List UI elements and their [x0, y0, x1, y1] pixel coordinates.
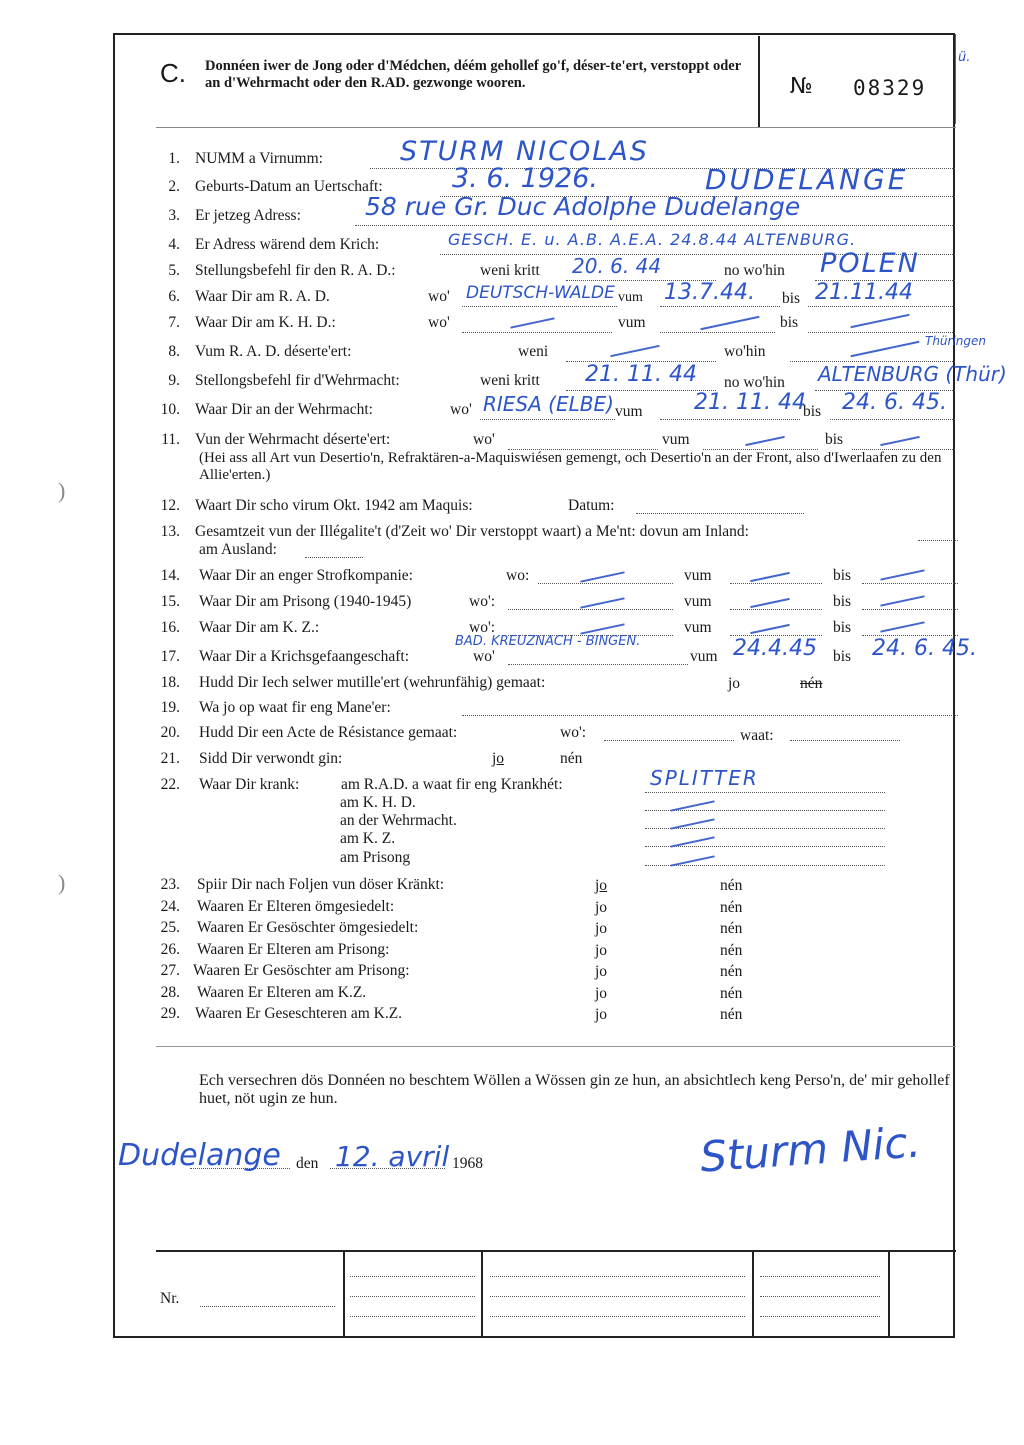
fill-line [808, 332, 955, 333]
fill-line [305, 557, 363, 558]
no-option: nén [720, 985, 743, 1002]
field-label: Waaren Er Elteren ömgesiedelt: [197, 898, 395, 915]
declaration-text: Ech versechren dös Donnéen no beschtem Wöllen a Wössen gin ze hun, an absichtlech keng Perso'n, de' mir gehollef huet, nöt ugin ze hun. [199, 1072, 950, 1107]
field-sublabel: Datum: [568, 497, 615, 514]
fill-line [508, 609, 673, 610]
field-sublabel: bis [780, 314, 799, 331]
field-sublabel: am Prisong [340, 849, 411, 866]
fill-line [645, 828, 885, 829]
field-label: Stellungsbefehl fir den R. A. D.: [195, 262, 396, 279]
fill-line [462, 715, 958, 716]
fill-line [490, 1316, 745, 1317]
fill-line [462, 306, 617, 307]
field-label: Waar Dir an der Wehrmacht: [195, 401, 373, 418]
section-letter: C. [160, 58, 186, 88]
field-sublabel: waat: [740, 727, 774, 744]
binder-hole-mark: ) [58, 478, 66, 503]
field-label: Stellongsbefehl fir d'Wehrmacht: [195, 372, 400, 389]
field-label: Waar Dir krank: [199, 776, 300, 793]
pow-to: 24. 6. 45. [872, 636, 977, 661]
form-number: 08329 [853, 76, 927, 100]
wehrmacht-to: 24. 6. 45. [842, 390, 947, 415]
name-value: STURM NICOLAS [400, 136, 649, 167]
field-sublabel: vum [618, 314, 646, 331]
field-sublabel: vum [618, 290, 643, 305]
field-sublabel: vum [684, 567, 712, 584]
field-sublabel: bis [833, 593, 852, 610]
field-label: Waaren Er Gesöschter am Prisong: [193, 962, 410, 979]
field-label: Waaren Er Elteren am K.Z. [197, 984, 367, 1001]
fill-line [660, 306, 780, 307]
field-label: Waar Dir am Prisong (1940-1945) [199, 593, 412, 610]
field-number: 13. [160, 523, 180, 540]
fill-line [190, 1168, 290, 1169]
no-option: nén [720, 1006, 743, 1023]
field-label: Hudd Dir Iech selwer mutille'ert (wehrunfähig) gemaat: [199, 674, 546, 691]
field-sublabel: am K. Z. [340, 830, 396, 847]
current-address-value: 58 rue Gr. Duc Adolphe Dudelange [365, 192, 801, 221]
field-label: Er jetzeg Adress: [195, 207, 301, 224]
field-number: 22. [160, 776, 180, 793]
field-sublabel: no wo'hin [724, 374, 785, 391]
field-sublabel: bis [833, 619, 852, 636]
rad-location: DEUTSCH-WALDE [466, 283, 615, 303]
no-option: nén [720, 963, 743, 980]
yes-option: jo [595, 920, 608, 937]
fill-line [645, 846, 885, 847]
field-number: 21. [160, 750, 180, 767]
signing-date: 12. avril [335, 1140, 450, 1173]
nr-label: Nr. [160, 1290, 180, 1307]
field-sublabel: wo': [560, 724, 587, 741]
birth-place-value: DUDELANGE [705, 163, 909, 196]
corner-mark: ü. [958, 50, 971, 65]
field-label: Vum R. A. D. déserte'ert: [195, 343, 352, 360]
fill-line [604, 740, 734, 741]
fill-line [490, 1276, 745, 1277]
pen-margin-line [955, 34, 956, 124]
section-title: Donnéen iwer de Jong oder d'Médchen, déém gehollef go'f, déser-te'ert, verstoppt oder an d'Wehrmacht oder den R.AD. gezwonge wooren. [205, 58, 741, 91]
field-sublabel: wo: [506, 567, 530, 584]
fill-line [480, 419, 615, 420]
no-option: nén [560, 750, 583, 767]
field-number: 2. [168, 178, 180, 195]
field-label: Waar Dir a Krichsgefaangeschaft: [199, 648, 410, 665]
yes-option: jo [728, 675, 741, 692]
field-number: 6. [168, 288, 180, 305]
field-sublabel: weni kritt [480, 372, 540, 389]
field-label: Waar Dir am R. A. D. [195, 288, 330, 305]
yes-option: jo [595, 963, 608, 980]
field-sublabel: am Ausland: [199, 541, 277, 558]
no-option: nén [720, 920, 743, 937]
field-number: 7. [168, 314, 180, 331]
field-sublabel: vum [615, 403, 643, 420]
field-label: Gesamtzeit vun der Illégalite't (d'Zeit wo' Dir verstoppt waart) a Me'nt: dovun am Inland: [195, 523, 749, 540]
fill-line [790, 740, 900, 741]
fill-line [660, 332, 775, 333]
table-divider [343, 1252, 345, 1338]
rad-from: 13.7.44. [664, 280, 755, 305]
field-number: 16. [160, 619, 180, 636]
signature [698, 1117, 923, 1182]
field-label: Hudd Dir een Acte de Résistance gemaat: [199, 724, 458, 741]
table-divider [752, 1252, 754, 1338]
field-sublabel: no wo'hin [724, 262, 785, 279]
field-label: Vun der Wehrmacht déserte'ert: [195, 431, 391, 448]
rad-order-date: 20. 6. 44 [572, 254, 662, 278]
fill-line [462, 332, 612, 333]
field-number: 25. [160, 919, 180, 936]
rad-destination: POLEN [820, 248, 920, 279]
pow-location: BAD. KREUZNACH - BINGEN. [455, 634, 641, 649]
fill-line [508, 664, 688, 665]
field-label: Waaren Er Geseschteren am K.Z. [195, 1005, 403, 1022]
field-number: 24. [160, 898, 180, 915]
fill-line [490, 1296, 745, 1297]
field-label: Spiir Dir nach Foljen vun döser Kränkt: [197, 876, 445, 893]
field-number: 1. [168, 150, 180, 167]
field-sublabel: bis [782, 290, 801, 307]
field-sublabel: am R.A.D. a waat fir eng Krankhét: [341, 776, 563, 793]
fill-line [645, 865, 885, 866]
illness-value: SPLITTER [650, 766, 759, 790]
field-label: Waar Dir an enger Strofkompanie: [199, 567, 413, 584]
field-number: 26. [160, 941, 180, 958]
field-number: 9. [168, 372, 180, 389]
fill-line [636, 513, 804, 514]
binder-hole-mark: ) [58, 870, 66, 895]
fill-line [760, 1316, 880, 1317]
fill-line [830, 419, 955, 420]
field-number: 14. [160, 567, 180, 584]
field-label: Sidd Dir verwondt gin: [199, 750, 343, 767]
fill-line [355, 225, 955, 226]
no-option: nén [800, 675, 823, 692]
fill-line [918, 540, 958, 541]
field-number: 20. [160, 724, 180, 741]
no-option: nén [720, 942, 743, 959]
wehrmacht-destination: ALTENBURG (Thür) [818, 362, 1007, 386]
field-label: Waaren Er Gesöschter ömgesiedelt: [197, 919, 419, 936]
field-label: NUMM a Virnumm: [195, 150, 323, 167]
field-label: Geburts-Datum an Uertschaft: [195, 178, 383, 195]
field-number: 18. [160, 674, 180, 691]
table-top-rule [156, 1250, 956, 1252]
fill-line [862, 609, 958, 610]
fill-line [645, 810, 885, 811]
war-address-value: GESCH. E. u. A.B. A.E.A. 24.8.44 ALTENBURG. [448, 230, 857, 249]
field-sublabel: weni [518, 343, 549, 360]
field-sublabel: vum [662, 431, 690, 448]
signing-year: 1968 [452, 1155, 483, 1172]
rad-desertion-destination: Thüringen [925, 334, 987, 348]
field-label: Wa jo op waat fir eng Mane'er: [199, 699, 391, 716]
pow-from: 24.4.45 [733, 636, 817, 661]
fill-line [538, 583, 673, 584]
table-divider [888, 1252, 890, 1338]
fill-line [808, 306, 955, 307]
field-sublabel: wo' [473, 431, 495, 448]
field-label: Waar Dir am K. Z.: [199, 619, 320, 636]
field-number: 8. [168, 343, 180, 360]
fill-line [350, 1276, 475, 1277]
number-label: № [790, 74, 813, 99]
field-sublabel: an der Wehrmacht. [340, 812, 457, 829]
fill-line [730, 583, 822, 584]
fill-line [645, 792, 885, 793]
field-sublabel: wo' [450, 401, 472, 418]
field-sublabel: bis [803, 403, 822, 420]
signature-text: Sturm Nic. [698, 1117, 923, 1182]
table-divider [481, 1252, 483, 1338]
yes-option: jo [595, 877, 608, 894]
field-number: 3. [168, 207, 180, 224]
desertion-note: (Hei ass all Art vun Desertio'n, Refraktären-a-Maquiswiésen gemengt, och Desertio'n an der Front, also d'Iwerlaafen zu den Allie'erten.) [199, 450, 942, 483]
field-label: Waart Dir scho virum Okt. 1942 am Maquis: [195, 497, 473, 514]
section-rule [156, 1046, 956, 1047]
field-number: 17. [160, 648, 180, 665]
field-number: 12. [160, 497, 180, 514]
yes-option: jo [595, 985, 608, 1002]
field-number: 15. [160, 593, 180, 610]
field-number: 4. [168, 236, 180, 253]
signing-place: Dudelange [118, 1138, 281, 1173]
field-number: 27. [160, 962, 180, 979]
fill-line [330, 1168, 445, 1169]
field-number: 19. [160, 699, 180, 716]
wehrmacht-location: RIESA (ELBE) [483, 392, 614, 416]
field-label: Waaren Er Elteren am Prisong: [197, 941, 390, 958]
field-number: 28. [160, 984, 180, 1001]
field-sublabel: wo': [469, 619, 496, 636]
wehrmacht-from: 21. 11. 44 [694, 390, 806, 415]
field-sublabel: weni kritt [480, 262, 540, 279]
rad-to: 21.11.44 [815, 280, 913, 305]
field-sublabel: bis [833, 567, 852, 584]
field-sublabel: vum [690, 648, 718, 665]
yes-option: jo [595, 942, 608, 959]
header-divider [758, 36, 760, 128]
field-sublabel: wo'hin [724, 343, 766, 360]
fill-line [350, 1316, 475, 1317]
wehrmacht-order-date: 21. 11. 44 [585, 362, 697, 387]
fill-line [862, 583, 958, 584]
field-sublabel: vum [684, 593, 712, 610]
fill-line [350, 1296, 475, 1297]
field-sublabel: bis [833, 648, 852, 665]
field-label: Er Adress wärend dem Krich: [195, 236, 380, 253]
birth-date-value: 3. 6. 1926. [452, 163, 598, 194]
fill-line [760, 1296, 880, 1297]
fill-line [200, 1306, 335, 1307]
yes-option: jo [595, 899, 608, 916]
fill-line [730, 609, 822, 610]
field-number: 10. [160, 401, 180, 418]
header-rule [156, 127, 956, 128]
field-sublabel: vum [684, 619, 712, 636]
field-number: 23. [160, 876, 180, 893]
yes-option: jo [492, 750, 505, 767]
field-sublabel: wo' [473, 648, 495, 665]
fill-line [760, 1276, 880, 1277]
field-sublabel: bis [825, 431, 844, 448]
yes-option: jo [595, 1006, 608, 1023]
den-label: den [296, 1155, 319, 1172]
field-sublabel: wo' [428, 314, 450, 331]
field-sublabel: wo' [428, 288, 450, 305]
field-number: 29. [160, 1005, 180, 1022]
no-option: nén [720, 899, 743, 916]
field-sublabel: wo': [469, 593, 496, 610]
fill-line [660, 419, 800, 420]
field-number: 11. [161, 431, 180, 448]
field-sublabel: am K. H. D. [340, 794, 416, 811]
field-number: 5. [168, 262, 180, 279]
no-option: nén [720, 877, 743, 894]
field-label: Waar Dir am K. H. D.: [195, 314, 336, 331]
